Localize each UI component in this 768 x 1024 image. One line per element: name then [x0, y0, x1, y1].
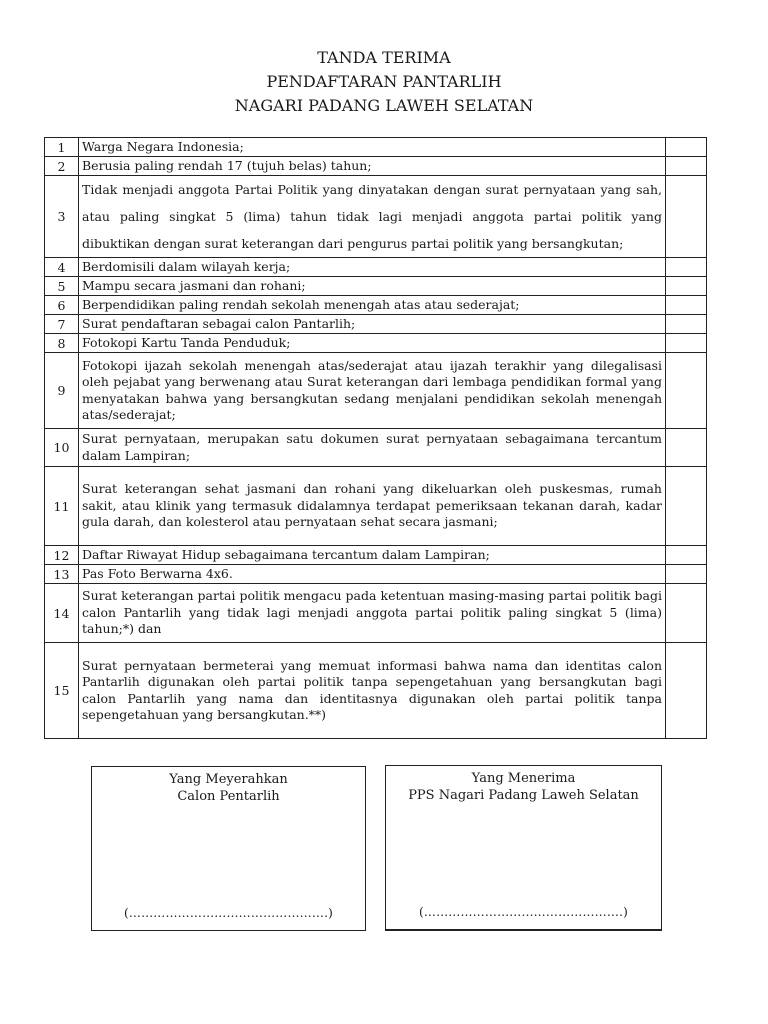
- check-cell[interactable]: [666, 565, 707, 584]
- table-row: [45, 353, 707, 429]
- table-row: [45, 315, 707, 334]
- row-number: 4: [45, 258, 79, 277]
- row-number: 15: [45, 643, 79, 739]
- row-number: 11: [45, 467, 79, 546]
- table-row: [45, 565, 707, 584]
- table-row: [45, 334, 707, 353]
- row-text: Tidak menjadi anggota Partai Politik yang dinyatakan dengan surat pernyataan yang sah, atau paling singkat 5 (lima) tahun tidak lagi menjadi anggota partai politik yang dibuktikan dengan surat keterangan dari pengurus partai politik yang bersangkutan;: [79, 176, 666, 258]
- row-text: Daftar Riwayat Hidup sebagaimana tercantum dalam Lampiran;: [79, 546, 666, 565]
- row-number: 1: [45, 138, 79, 157]
- table-row: [45, 157, 707, 176]
- row-text: Berdomisili dalam wilayah kerja;: [79, 258, 666, 277]
- table-row: [45, 584, 707, 643]
- check-cell[interactable]: [666, 138, 707, 157]
- row-text: Mampu secara jasmani dan rohani;: [79, 277, 666, 296]
- check-cell[interactable]: [666, 334, 707, 353]
- check-cell[interactable]: [666, 277, 707, 296]
- row-text: Berpendidikan paling rendah sekolah menengah atas atau sederajat;: [79, 296, 666, 315]
- check-cell[interactable]: [666, 584, 707, 643]
- check-cell[interactable]: [666, 353, 707, 429]
- row-text: Fotokopi ijazah sekolah menengah atas/sederajat atau ijazah terakhir yang dilegalisasi oleh pejabat yang berwenang atau Surat keterangan dari lembaga pendidikan formal yang menyatakan bahwa yang bersangkutan sedang menjalani pendidikan sekolah menengah atas/sederajat;: [79, 353, 666, 429]
- check-cell[interactable]: [666, 467, 707, 546]
- row-text: Pas Foto Berwarna 4x6.: [79, 565, 666, 584]
- row-number: 14: [45, 584, 79, 643]
- row-number: 5: [45, 277, 79, 296]
- check-cell[interactable]: [666, 643, 707, 739]
- row-number: 2: [45, 157, 79, 176]
- receiver-name-label: PPS Nagari Padang Laweh Selatan: [408, 788, 639, 803]
- receiver-role: Yang Menerima: [471, 771, 576, 786]
- giver-name-label: Calon Pentarlih: [177, 789, 280, 804]
- table-row: [45, 258, 707, 277]
- table-row: [45, 643, 707, 739]
- table-row: [45, 296, 707, 315]
- row-number: 8: [45, 334, 79, 353]
- table-row: [45, 176, 707, 258]
- check-cell[interactable]: [666, 315, 707, 334]
- giver-signature-box: [91, 766, 366, 931]
- giver-role: Yang Meyerahkan: [169, 772, 288, 787]
- row-text: Berusia paling rendah 17 (tujuh belas) tahun;: [79, 157, 666, 176]
- check-cell[interactable]: [666, 258, 707, 277]
- row-text: Surat pernyataan bermeterai yang memuat informasi bahwa nama dan identitas calon Pantarlih digunakan oleh partai politik tanpa sepengetahuan yang bersangkutan bagi calon Pantarlih yang nama dan identitasnya digunakan oleh partai politik tanpa sepengetahuan yang bersangkutan.**): [79, 643, 666, 739]
- title-line-2: PENDAFTARAN PANTARLIH: [266, 72, 502, 91]
- check-cell[interactable]: [666, 546, 707, 565]
- row-text: Surat keterangan partai politik mengacu pada ketentuan masing-masing partai politik bagi calon Pantarlih yang tidak lagi menjadi anggota partai politik paling singkat 5 (lima) tahun;*) dan: [79, 584, 666, 643]
- row-text: Warga Negara Indonesia;: [79, 138, 666, 157]
- row-number: 6: [45, 296, 79, 315]
- row-text: Fotokopi Kartu Tanda Penduduk;: [79, 334, 666, 353]
- table-row: [45, 138, 707, 157]
- row-number: 7: [45, 315, 79, 334]
- check-cell[interactable]: [666, 296, 707, 315]
- giver-signature-line: (………………………………………….): [124, 906, 333, 920]
- table-row: [45, 429, 707, 467]
- row-number: 13: [45, 565, 79, 584]
- table-row: [45, 277, 707, 296]
- table-row: [45, 546, 707, 565]
- table-row: [45, 467, 707, 546]
- row-text: Surat keterangan sehat jasmani dan rohani yang dikeluarkan oleh puskesmas, rumah sakit, atau klinik yang termasuk didalamnya terdapat pemeriksaan tekanan darah, kadar gula darah, dan kolesterol atau pernyataan sehat secara jasmani;: [79, 467, 666, 546]
- row-number: 10: [45, 429, 79, 467]
- receiver-signature-box: [385, 765, 662, 931]
- check-cell[interactable]: [666, 157, 707, 176]
- row-number: 3: [45, 176, 79, 258]
- row-text: Surat pendaftaran sebagai calon Pantarlih;: [79, 315, 666, 334]
- requirements-table: [44, 137, 707, 739]
- row-text: Surat pernyataan, merupakan satu dokumen surat pernyataan sebagaimana tercantum dalam Lampiran;: [79, 429, 666, 467]
- check-cell[interactable]: [666, 429, 707, 467]
- title-line-1: TANDA TERIMA: [317, 48, 451, 67]
- document-title: [0, 46, 768, 118]
- title-line-3: NAGARI PADANG LAWEH SELATAN: [234, 96, 534, 115]
- check-cell[interactable]: [666, 176, 707, 258]
- row-number: 9: [45, 353, 79, 429]
- receiver-signature-line: (………………………………………….): [419, 905, 628, 919]
- row-number: 12: [45, 546, 79, 565]
